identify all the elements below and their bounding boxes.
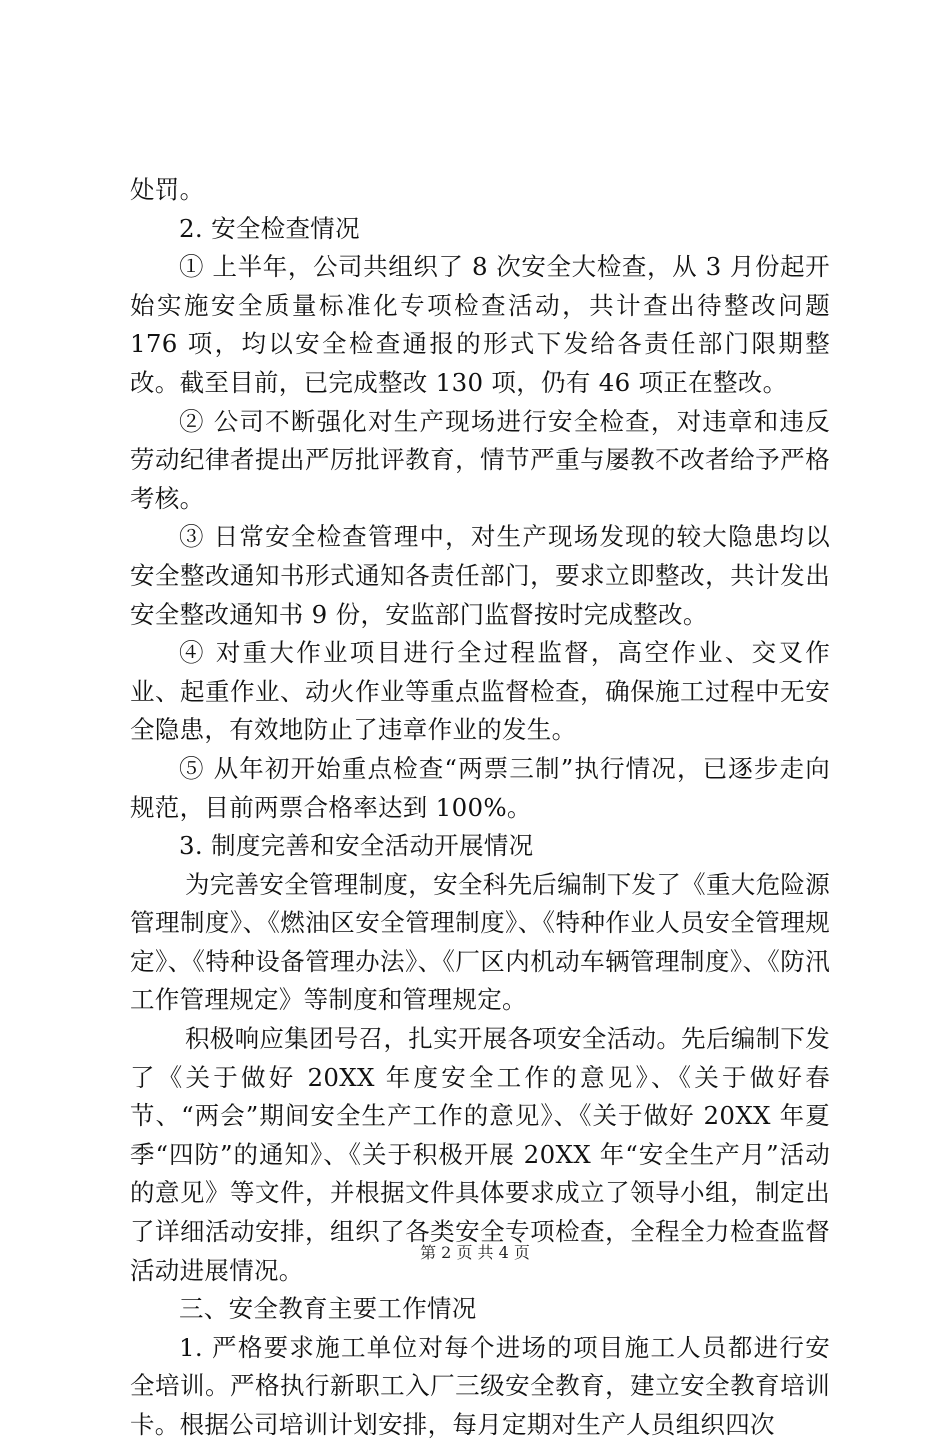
heading-system-improvement: 3. 制度完善和安全活动开展情况: [179, 831, 534, 861]
paragraph-education-1: 1. 严格要求施工单位对每个进场的项目施工人员都进行安全培训。严格执行新职工入厂三级安全教育，建立安全教育培训卡。根据公司培训计划安排，每月定期对生产人员组织四次: [130, 1332, 830, 1439]
paragraph-management-rules: 为完善安全管理制度，安全科先后编制下发了《重大危险源管理制度》、《燃油区安全管理制度》、《特种作业人员安全管理规定》、《特种设备管理办法》、《厂区内机动车辆管理制度》、《防汛工作管理规定》等制度和管理规定。: [130, 869, 830, 1015]
paragraph-inspection-1: ① 上半年，公司共组织了 8 次安全大检查，从 3 月份起开始实施安全质量标准化专项检查活动，共计查出待整改问题 176 项，均以安全检查通报的形式下发给各责任部门限期整改。截至目前，已完成整改 130 项，仍有 46 项正在整改。: [130, 252, 830, 397]
paragraph-safety-activities: 积极响应集团号召，扎实开展各项安全活动。先后编制下发了《关于做好 20XX 年度安全工作的意见》、《关于做好春节、“两会”期间安全生产工作的意见》、《关于做好 20XX 年夏季“四防”的通知》、《关于积极开展 20XX 年“安全生产月”活动的意见》等文件，并根据文件具体要求成立了领导小组，制定出了详细活动安排，组织了各类安全专项检查，全程全力检查监督活动进展情况。: [130, 1024, 830, 1285]
page-footer: 第 2 页 共 4 页: [420, 1243, 530, 1262]
paragraph-inspection-4: ④ 对重大作业项目进行全过程监督，高空作业、交叉作业、起重作业、动火作业等重点监督检查，确保施工过程中无安全隐患，有效地防止了违章作业的发生。: [130, 638, 830, 745]
heading-safety-education: 三、安全教育主要工作情况: [179, 1294, 477, 1324]
paragraph-inspection-5: ⑤ 从年初开始重点检查“两票三制”执行情况，已逐步走向规范，目前两票合格率达到 100%。: [130, 753, 830, 822]
paragraph-inspection-3: ③ 日常安全检查管理中，对生产现场发现的较大隐患均以安全整改通知书形式通知各责任部门，要求立即整改，共计发出安全整改通知书 9 份，安监部门监督按时完成整改。: [130, 522, 830, 629]
heading-safety-inspection: 2. 安全检查情况: [179, 213, 360, 243]
paragraph-penalty-end: 处罚。: [130, 175, 205, 204]
paragraph-inspection-2: ② 公司不断强化对生产现场进行安全检查，对违章和违反劳动纪律者提出严厉批评教育，情节严重与屡教不改者给予严格考核。: [130, 406, 830, 513]
